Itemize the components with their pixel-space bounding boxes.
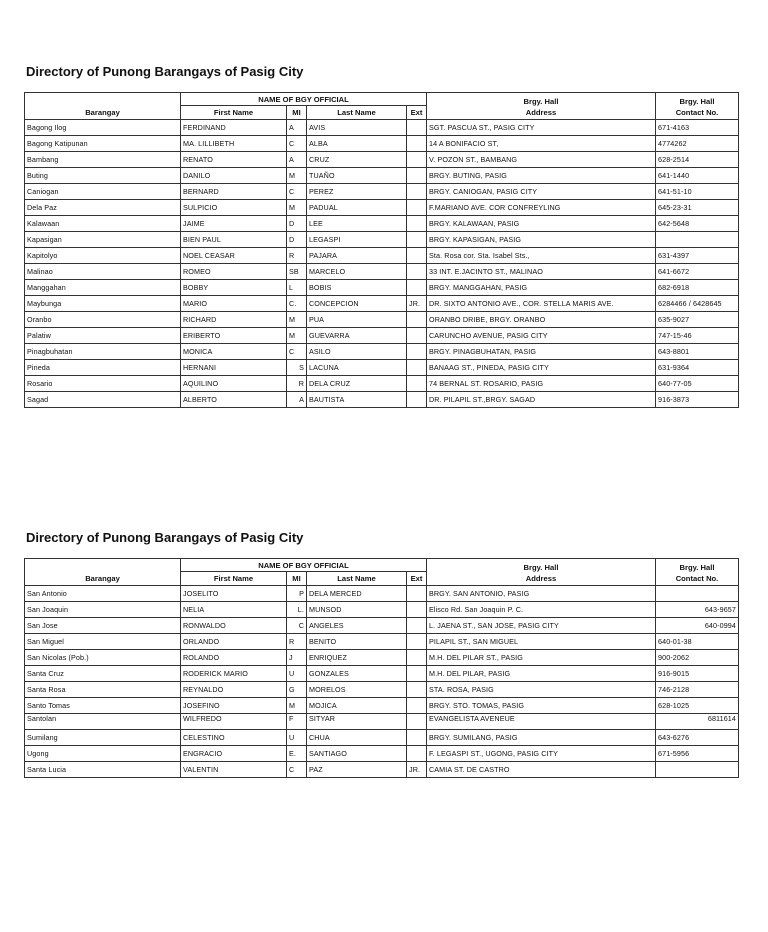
table-row	[25, 184, 739, 200]
last-name-cell: PAJARA	[307, 248, 407, 264]
address-cell: CARUNCHO AVENUE, PASIG CITY	[427, 328, 656, 344]
table-row	[25, 360, 739, 376]
contact-cell: 640-0994	[656, 618, 739, 634]
ext-cell	[407, 312, 427, 328]
header-contact: Contact No.	[656, 106, 739, 120]
contact-cell: 640-01-38	[656, 634, 739, 650]
barangay-cell: Kalawaan	[25, 216, 181, 232]
table-row	[25, 682, 739, 698]
header-barangay: Barangay	[25, 572, 181, 586]
first-name-cell: MARIO	[181, 296, 287, 312]
mi-cell: J	[287, 650, 307, 666]
contact-cell: 643-6276	[656, 730, 739, 746]
mi-cell: M	[287, 200, 307, 216]
mi-cell: M	[287, 698, 307, 714]
mi-cell: D	[287, 216, 307, 232]
mi-cell: A	[287, 392, 307, 408]
contact-cell: 643-9657	[656, 602, 739, 618]
barangay-cell: Santolan	[25, 714, 181, 730]
mi-cell: P	[287, 586, 307, 602]
table-row	[25, 152, 739, 168]
last-name-cell: DELA CRUZ	[307, 376, 407, 392]
ext-cell	[407, 216, 427, 232]
barangay-cell: Buting	[25, 168, 181, 184]
first-name-cell: JOSELITO	[181, 586, 287, 602]
first-name-cell: JAIME	[181, 216, 287, 232]
contact-cell: 631-9364	[656, 360, 739, 376]
address-cell: CAMIA ST. DE CASTRO	[427, 762, 656, 778]
header-contact: Contact No.	[656, 572, 739, 586]
first-name-cell: RONWALDO	[181, 618, 287, 634]
first-name-cell: ROMEO	[181, 264, 287, 280]
first-name-cell: ALBERTO	[181, 392, 287, 408]
last-name-cell: ANGELES	[307, 618, 407, 634]
barangay-cell: Sumilang	[25, 730, 181, 746]
first-name-cell: WILFREDO	[181, 714, 287, 730]
address-cell: M.H. DEL PILAR ST., PASIG	[427, 650, 656, 666]
table-row	[25, 200, 739, 216]
last-name-cell: GONZALES	[307, 666, 407, 682]
barangay-cell: Santa Rosa	[25, 682, 181, 698]
contact-cell: 628-2514	[656, 152, 739, 168]
header-barangay: Barangay	[25, 106, 181, 120]
first-name-cell: NOEL CEASAR	[181, 248, 287, 264]
last-name-cell: LEE	[307, 216, 407, 232]
barangay-cell: Santa Cruz	[25, 666, 181, 682]
first-name-cell: RICHARD	[181, 312, 287, 328]
first-name-cell: SULPICIO	[181, 200, 287, 216]
barangay-cell: Kapitolyo	[25, 248, 181, 264]
ext-cell	[407, 120, 427, 136]
table-row	[25, 746, 739, 762]
mi-cell: L	[287, 280, 307, 296]
mi-cell: R	[287, 634, 307, 650]
address-cell: ORANBO DRIBE, BRGY. ORANBO	[427, 312, 656, 328]
table-row	[25, 730, 739, 746]
barangay-cell: Santa Lucia	[25, 762, 181, 778]
header-brgy-hall-contact: Brgy. Hall	[656, 559, 739, 572]
header-ext: Ext	[407, 106, 427, 120]
address-cell: BRGY. KAPASIGAN, PASIG	[427, 232, 656, 248]
table-row	[25, 634, 739, 650]
barangay-cell: Bagong Ilog	[25, 120, 181, 136]
mi-cell: G	[287, 682, 307, 698]
last-name-cell: PAZ	[307, 762, 407, 778]
last-name-cell: DELA MERCED	[307, 586, 407, 602]
barangay-cell: San Joaquin	[25, 602, 181, 618]
mi-cell: M	[287, 168, 307, 184]
ext-cell	[407, 264, 427, 280]
table-row	[25, 296, 739, 312]
mi-cell: C	[287, 184, 307, 200]
mi-cell: F	[287, 714, 307, 730]
ext-cell	[407, 136, 427, 152]
mi-cell: M	[287, 312, 307, 328]
first-name-cell: RENATO	[181, 152, 287, 168]
ext-cell	[407, 730, 427, 746]
address-cell: STA. ROSA, PASIG	[427, 682, 656, 698]
contact-cell: 642-5648	[656, 216, 739, 232]
ext-cell	[407, 714, 427, 730]
contact-cell: 641-51-10	[656, 184, 739, 200]
table-row	[25, 666, 739, 682]
barangay-cell: Caniogan	[25, 184, 181, 200]
last-name-cell: CRUZ	[307, 152, 407, 168]
last-name-cell: SITYAR	[307, 714, 407, 730]
barangay-cell: Bagong Katipunan	[25, 136, 181, 152]
address-cell: SGT. PASCUA ST., PASIG CITY	[427, 120, 656, 136]
last-name-cell: CHUA	[307, 730, 407, 746]
contact-cell: 671-4163	[656, 120, 739, 136]
ext-cell	[407, 200, 427, 216]
header-last-name: Last Name	[307, 572, 407, 586]
barangay-cell: Palatiw	[25, 328, 181, 344]
table-row	[25, 376, 739, 392]
table-row	[25, 232, 739, 248]
header-blank	[25, 93, 181, 106]
last-name-cell: PEREZ	[307, 184, 407, 200]
address-cell: L. JAENA ST., SAN JOSE, PASIG CITY	[427, 618, 656, 634]
contact-cell: 643-8801	[656, 344, 739, 360]
header-official-group: NAME OF BGY OFFICIAL	[181, 93, 427, 106]
barangay-cell: Maybunga	[25, 296, 181, 312]
contact-cell: 641-6672	[656, 264, 739, 280]
contact-cell: 747-15-46	[656, 328, 739, 344]
barangay-cell: San Jose	[25, 618, 181, 634]
table-row	[25, 264, 739, 280]
address-cell: DR. SIXTO ANTONIO AVE., COR. STELLA MARIS AVE.	[427, 296, 656, 312]
address-cell: BRGY. KALAWAAN, PASIG	[427, 216, 656, 232]
barangay-cell: Kapasigan	[25, 232, 181, 248]
mi-cell: L.	[287, 602, 307, 618]
last-name-cell: MARCELO	[307, 264, 407, 280]
first-name-cell: AQUILINO	[181, 376, 287, 392]
ext-cell	[407, 360, 427, 376]
barangay-cell: Ugong	[25, 746, 181, 762]
mi-cell: A	[287, 120, 307, 136]
address-cell: 74 BERNAL ST. ROSARIO, PASIG	[427, 376, 656, 392]
mi-cell: S	[287, 360, 307, 376]
address-cell: M.H. DEL PILAR, PASIG	[427, 666, 656, 682]
barangay-cell: San Antonio	[25, 586, 181, 602]
table-row	[25, 136, 739, 152]
last-name-cell: LEGASPI	[307, 232, 407, 248]
directory-table-2	[24, 558, 739, 778]
first-name-cell: RODERICK MARIO	[181, 666, 287, 682]
barangay-cell: Pineda	[25, 360, 181, 376]
mi-cell: C	[287, 762, 307, 778]
header-brgy-hall: Brgy. Hall	[427, 93, 656, 106]
first-name-cell: MA. LILLIBETH	[181, 136, 287, 152]
contact-cell: 635-9027	[656, 312, 739, 328]
header-blank	[25, 559, 181, 572]
ext-cell	[407, 666, 427, 682]
address-cell: BRGY. PINAGBUHATAN, PASIG	[427, 344, 656, 360]
first-name-cell: MONICA	[181, 344, 287, 360]
ext-cell	[407, 698, 427, 714]
address-cell: BRGY. SUMILANG, PASIG	[427, 730, 656, 746]
last-name-cell: MORELOS	[307, 682, 407, 698]
ext-cell	[407, 618, 427, 634]
first-name-cell: BOBBY	[181, 280, 287, 296]
barangay-cell: Bambang	[25, 152, 181, 168]
barangay-cell: Oranbo	[25, 312, 181, 328]
address-cell: Elisco Rd. San Joaquin P. C.	[427, 602, 656, 618]
address-cell: 33 INT. E.JACINTO ST., MALINAO	[427, 264, 656, 280]
contact-cell	[656, 762, 739, 778]
last-name-cell: PUA	[307, 312, 407, 328]
first-name-cell: FERDINAND	[181, 120, 287, 136]
directory-title: Directory of Punong Barangays of Pasig City	[26, 64, 304, 79]
table-row	[25, 312, 739, 328]
last-name-cell: SANTIAGO	[307, 746, 407, 762]
first-name-cell: DANILO	[181, 168, 287, 184]
ext-cell	[407, 344, 427, 360]
table-row	[25, 762, 739, 778]
ext-cell	[407, 746, 427, 762]
address-cell: DR. PILAPIL ST.,BRGY. SAGAD	[427, 392, 656, 408]
contact-cell: 916-3873	[656, 392, 739, 408]
contact-cell: 671-5956	[656, 746, 739, 762]
first-name-cell: NELIA	[181, 602, 287, 618]
last-name-cell: PADUAL	[307, 200, 407, 216]
contact-cell: 6284466 / 6428645	[656, 296, 739, 312]
last-name-cell: CONCEPCION	[307, 296, 407, 312]
table-row	[25, 586, 739, 602]
header-mi: MI	[287, 106, 307, 120]
header-ext: Ext	[407, 572, 427, 586]
contact-cell: 6811614	[656, 714, 739, 730]
table-row	[25, 714, 739, 730]
barangay-cell: Pinagbuhatan	[25, 344, 181, 360]
last-name-cell: MUNSOD	[307, 602, 407, 618]
ext-cell	[407, 248, 427, 264]
barangay-cell: San Miguel	[25, 634, 181, 650]
address-cell: BRGY. BUTING, PASIG	[427, 168, 656, 184]
table-row	[25, 602, 739, 618]
last-name-cell: MOJICA	[307, 698, 407, 714]
directory-table-1	[24, 92, 739, 408]
ext-cell	[407, 634, 427, 650]
mi-cell: SB	[287, 264, 307, 280]
barangay-cell: San Nicolas (Pob.)	[25, 650, 181, 666]
ext-cell	[407, 376, 427, 392]
contact-cell: 746-2128	[656, 682, 739, 698]
ext-cell	[407, 184, 427, 200]
mi-cell: C.	[287, 296, 307, 312]
mi-cell: E.	[287, 746, 307, 762]
mi-cell: R	[287, 376, 307, 392]
table-row	[25, 618, 739, 634]
last-name-cell: BOBIS	[307, 280, 407, 296]
last-name-cell: ASILO	[307, 344, 407, 360]
header-first-name: First Name	[181, 572, 287, 586]
address-cell: BRGY. STO. TOMAS, PASIG	[427, 698, 656, 714]
ext-cell: JR.	[407, 296, 427, 312]
address-cell: Sta. Rosa cor. Sta. Isabel Sts.,	[427, 248, 656, 264]
header-mi: MI	[287, 572, 307, 586]
contact-cell: 628-1025	[656, 698, 739, 714]
last-name-cell: GUEVARRA	[307, 328, 407, 344]
barangay-cell: Santo Tomas	[25, 698, 181, 714]
contact-cell: 900-2062	[656, 650, 739, 666]
first-name-cell: HERNANI	[181, 360, 287, 376]
mi-cell: U	[287, 666, 307, 682]
directory-title: Directory of Punong Barangays of Pasig City	[26, 530, 304, 545]
contact-cell: 640-77-05	[656, 376, 739, 392]
barangay-cell: Dela Paz	[25, 200, 181, 216]
contact-cell: 4774262	[656, 136, 739, 152]
table-row	[25, 280, 739, 296]
header-address: Address	[427, 106, 656, 120]
ext-cell	[407, 682, 427, 698]
table-row	[25, 120, 739, 136]
contact-cell	[656, 586, 739, 602]
last-name-cell: ENRIQUEZ	[307, 650, 407, 666]
mi-cell: U	[287, 730, 307, 746]
ext-cell	[407, 280, 427, 296]
contact-cell	[656, 232, 739, 248]
header-first-name: First Name	[181, 106, 287, 120]
ext-cell	[407, 586, 427, 602]
last-name-cell: BENITO	[307, 634, 407, 650]
ext-cell: JR.	[407, 762, 427, 778]
first-name-cell: BERNARD	[181, 184, 287, 200]
table-row	[25, 168, 739, 184]
address-cell: PILAPIL ST., SAN MIGUEL	[427, 634, 656, 650]
first-name-cell: CELESTINO	[181, 730, 287, 746]
ext-cell	[407, 328, 427, 344]
contact-cell: 916-9015	[656, 666, 739, 682]
address-cell: F.MARIANO AVE. COR CONFREYLING	[427, 200, 656, 216]
header-brgy-hall-contact: Brgy. Hall	[656, 93, 739, 106]
first-name-cell: JOSEFINO	[181, 698, 287, 714]
mi-cell: C	[287, 344, 307, 360]
header-brgy-hall: Brgy. Hall	[427, 559, 656, 572]
address-cell: V. POZON ST., BAMBANG	[427, 152, 656, 168]
contact-cell: 631-4397	[656, 248, 739, 264]
mi-cell: D	[287, 232, 307, 248]
contact-cell: 641-1440	[656, 168, 739, 184]
ext-cell	[407, 602, 427, 618]
address-cell: F. LEGASPI ST., UGONG, PASIG CITY	[427, 746, 656, 762]
mi-cell: C	[287, 136, 307, 152]
mi-cell: R	[287, 248, 307, 264]
contact-cell: 682-6918	[656, 280, 739, 296]
table-row	[25, 328, 739, 344]
last-name-cell: BAUTISTA	[307, 392, 407, 408]
barangay-cell: Rosario	[25, 376, 181, 392]
contact-cell: 645-23-31	[656, 200, 739, 216]
address-cell: EVANGELISTA AVENEUE	[427, 714, 656, 730]
ext-cell	[407, 232, 427, 248]
ext-cell	[407, 392, 427, 408]
header-official-group: NAME OF BGY OFFICIAL	[181, 559, 427, 572]
barangay-cell: Sagad	[25, 392, 181, 408]
mi-cell: M	[287, 328, 307, 344]
mi-cell: C	[287, 618, 307, 634]
first-name-cell: ENGRACIO	[181, 746, 287, 762]
first-name-cell: ORLANDO	[181, 634, 287, 650]
table-row	[25, 216, 739, 232]
first-name-cell: REYNALDO	[181, 682, 287, 698]
barangay-cell: Malinao	[25, 264, 181, 280]
first-name-cell: ERIBERTO	[181, 328, 287, 344]
header-last-name: Last Name	[307, 106, 407, 120]
table-row	[25, 248, 739, 264]
table-row	[25, 650, 739, 666]
last-name-cell: TUAÑO	[307, 168, 407, 184]
last-name-cell: AVIS	[307, 120, 407, 136]
address-cell: BRGY. SAN ANTONIO, PASIG	[427, 586, 656, 602]
first-name-cell: VALENTIN	[181, 762, 287, 778]
address-cell: BANAAG ST., PINEDA, PASIG CITY	[427, 360, 656, 376]
address-cell: BRGY. MANGGAHAN, PASIG	[427, 280, 656, 296]
table-row	[25, 698, 739, 714]
address-cell: 14 A BONIFACIO ST,	[427, 136, 656, 152]
ext-cell	[407, 650, 427, 666]
address-cell: BRGY. CANIOGAN, PASIG CITY	[427, 184, 656, 200]
ext-cell	[407, 168, 427, 184]
first-name-cell: BIEN PAUL	[181, 232, 287, 248]
barangay-cell: Manggahan	[25, 280, 181, 296]
ext-cell	[407, 152, 427, 168]
table-row	[25, 344, 739, 360]
mi-cell: A	[287, 152, 307, 168]
last-name-cell: ALBA	[307, 136, 407, 152]
header-address: Address	[427, 572, 656, 586]
table-row	[25, 392, 739, 408]
last-name-cell: LACUNA	[307, 360, 407, 376]
first-name-cell: ROLANDO	[181, 650, 287, 666]
